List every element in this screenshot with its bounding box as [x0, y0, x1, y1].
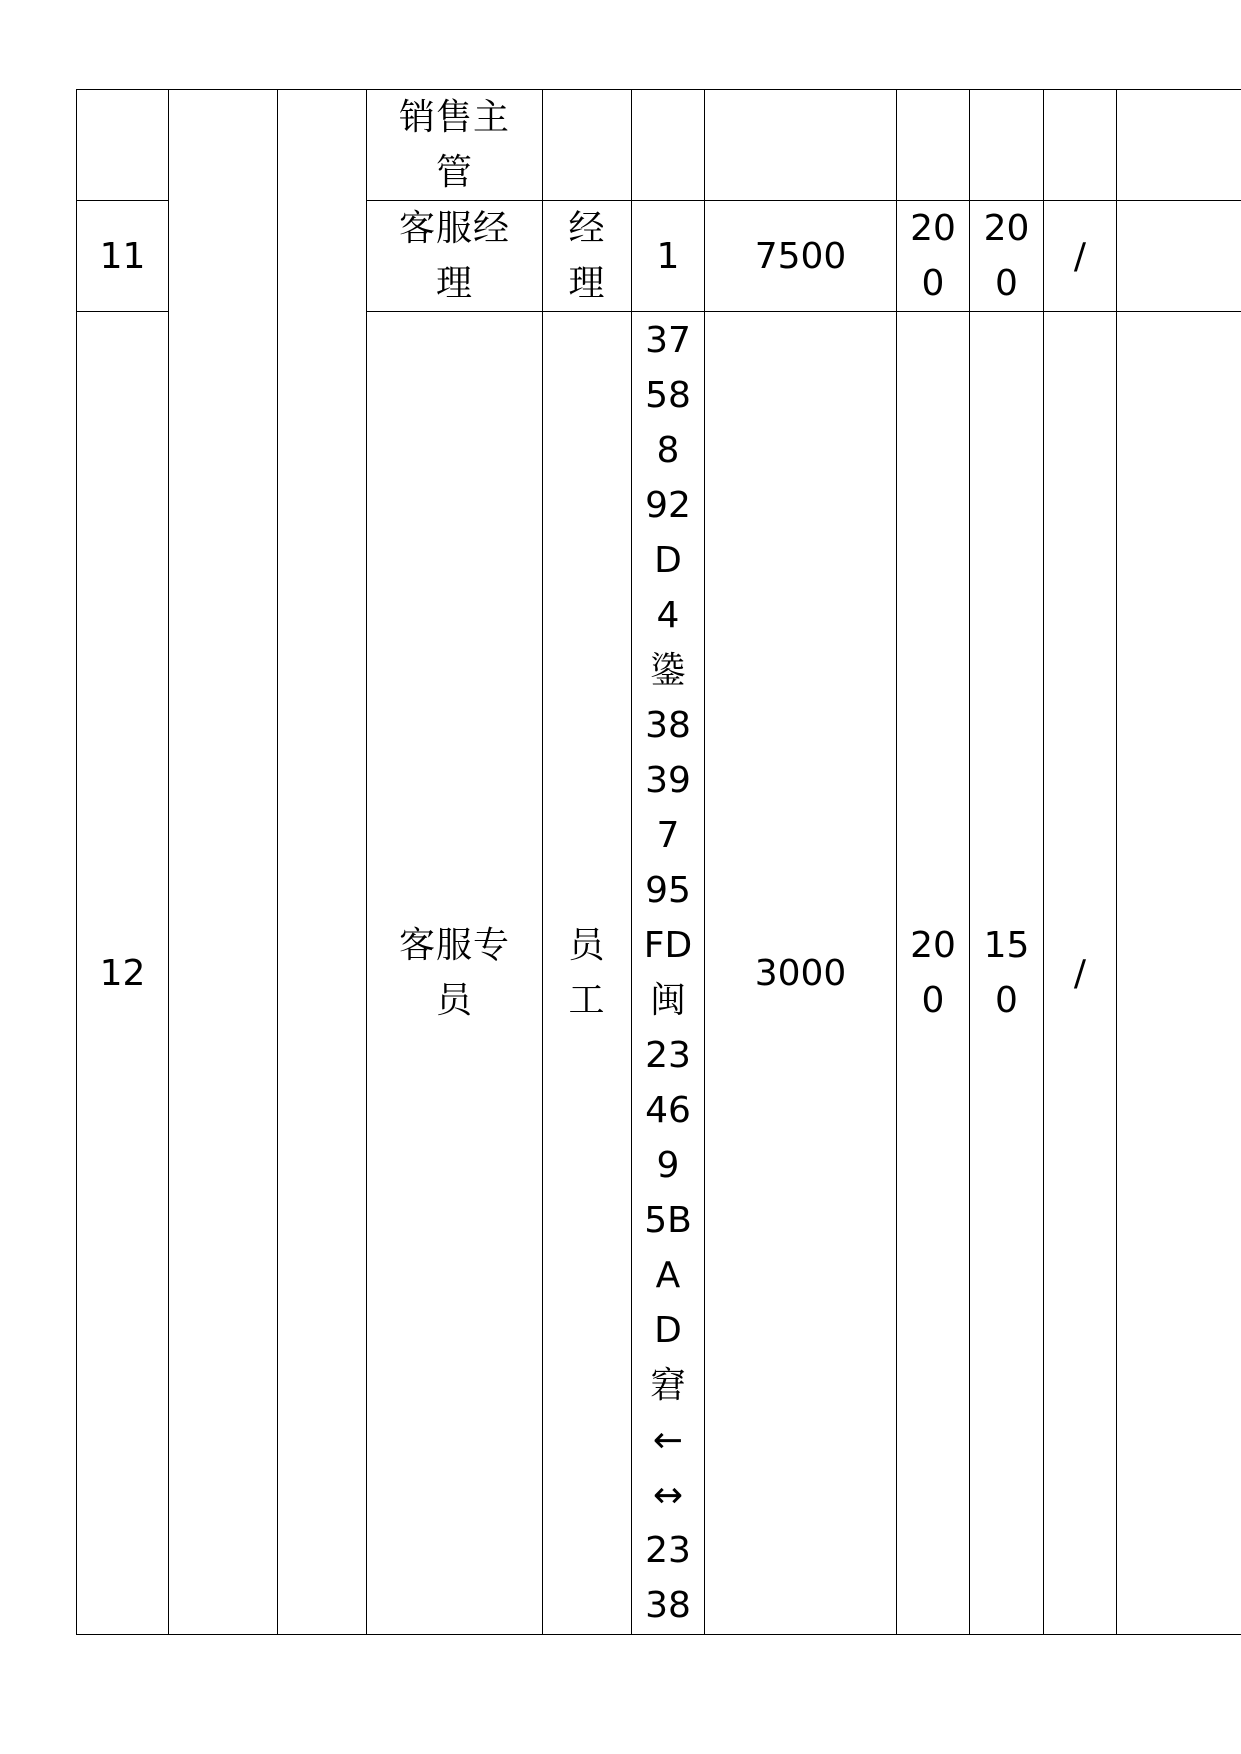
- salary-cell: 3000: [705, 312, 897, 1635]
- allowance-a-text: 200: [910, 925, 956, 1021]
- headcount-line: ←: [652, 1420, 684, 1461]
- allowance-b-text: 200: [983, 208, 1030, 304]
- headcount-line: 5B: [644, 1200, 692, 1241]
- headcount-line: D: [654, 1310, 682, 1351]
- headcount-line: FD: [643, 925, 693, 966]
- headcount-line: 38: [645, 705, 691, 746]
- allowance-b-text: 150: [983, 925, 1030, 1021]
- allowance-a-cell: [897, 90, 970, 201]
- headcount-line: 46: [645, 1090, 691, 1131]
- headcount-line: 7: [656, 815, 680, 856]
- remark-cell: [1117, 90, 1241, 201]
- allowance-b-cell: [970, 90, 1044, 201]
- allowance-b-cell: [970, 312, 1044, 1635]
- position-cell: [367, 90, 543, 201]
- headcount-line: 窘: [649, 1365, 686, 1406]
- headcount-line: 8: [656, 430, 680, 471]
- table-row: [77, 90, 1241, 201]
- row-number-cell: 11: [77, 201, 169, 312]
- headcount-line: 39: [645, 760, 691, 801]
- allowance-a-text: 200: [910, 208, 956, 304]
- headcount-vertical-text: [641, 313, 696, 1633]
- level-cell: [543, 90, 632, 201]
- position-text: 客服经理: [398, 208, 510, 304]
- position-text: 销售主管: [398, 97, 510, 193]
- position-text: 客服专员: [398, 925, 510, 1021]
- headcount-line: 37: [645, 320, 691, 361]
- headcount-line: 鍌: [649, 650, 686, 691]
- merged-group-cell: [278, 90, 367, 1635]
- headcount-line: 95: [645, 870, 691, 911]
- remark-cell: [1117, 201, 1241, 312]
- other-cell: /: [1044, 201, 1117, 312]
- level-text: 员工: [568, 925, 606, 1021]
- allowance-a-cell: [897, 312, 970, 1635]
- headcount-line: 58: [645, 375, 691, 416]
- headcount-line: 9: [656, 1145, 680, 1186]
- other-cell: [1044, 90, 1117, 201]
- salary-cell: 7500: [705, 201, 897, 312]
- allowance-b-cell: [970, 201, 1044, 312]
- merged-dept-cell: [169, 90, 278, 1635]
- headcount-line: ↔: [652, 1475, 684, 1516]
- headcount-line: 23: [645, 1035, 691, 1076]
- level-text: 经理: [568, 208, 606, 304]
- salary-cell: [705, 90, 897, 201]
- headcount-line: 23: [645, 1530, 691, 1571]
- headcount-line: 92: [645, 485, 691, 526]
- row-number-cell: 12: [77, 312, 169, 1635]
- position-cell: [367, 201, 543, 312]
- level-cell: [543, 312, 632, 1635]
- salary-table: [76, 89, 1241, 1635]
- headcount-line: 4: [656, 595, 680, 636]
- headcount-line: 闽: [649, 980, 686, 1021]
- headcount-cell: 1: [632, 201, 705, 312]
- headcount-line: D: [654, 540, 682, 581]
- headcount-cell: [632, 90, 705, 201]
- level-cell: [543, 201, 632, 312]
- headcount-line: 38: [645, 1585, 691, 1626]
- allowance-a-cell: [897, 201, 970, 312]
- other-cell: /: [1044, 312, 1117, 1635]
- remark-cell: [1117, 312, 1241, 1635]
- position-cell: [367, 312, 543, 1635]
- headcount-line: A: [655, 1255, 681, 1296]
- headcount-cell: [632, 312, 705, 1635]
- row-number-cell: [77, 90, 169, 201]
